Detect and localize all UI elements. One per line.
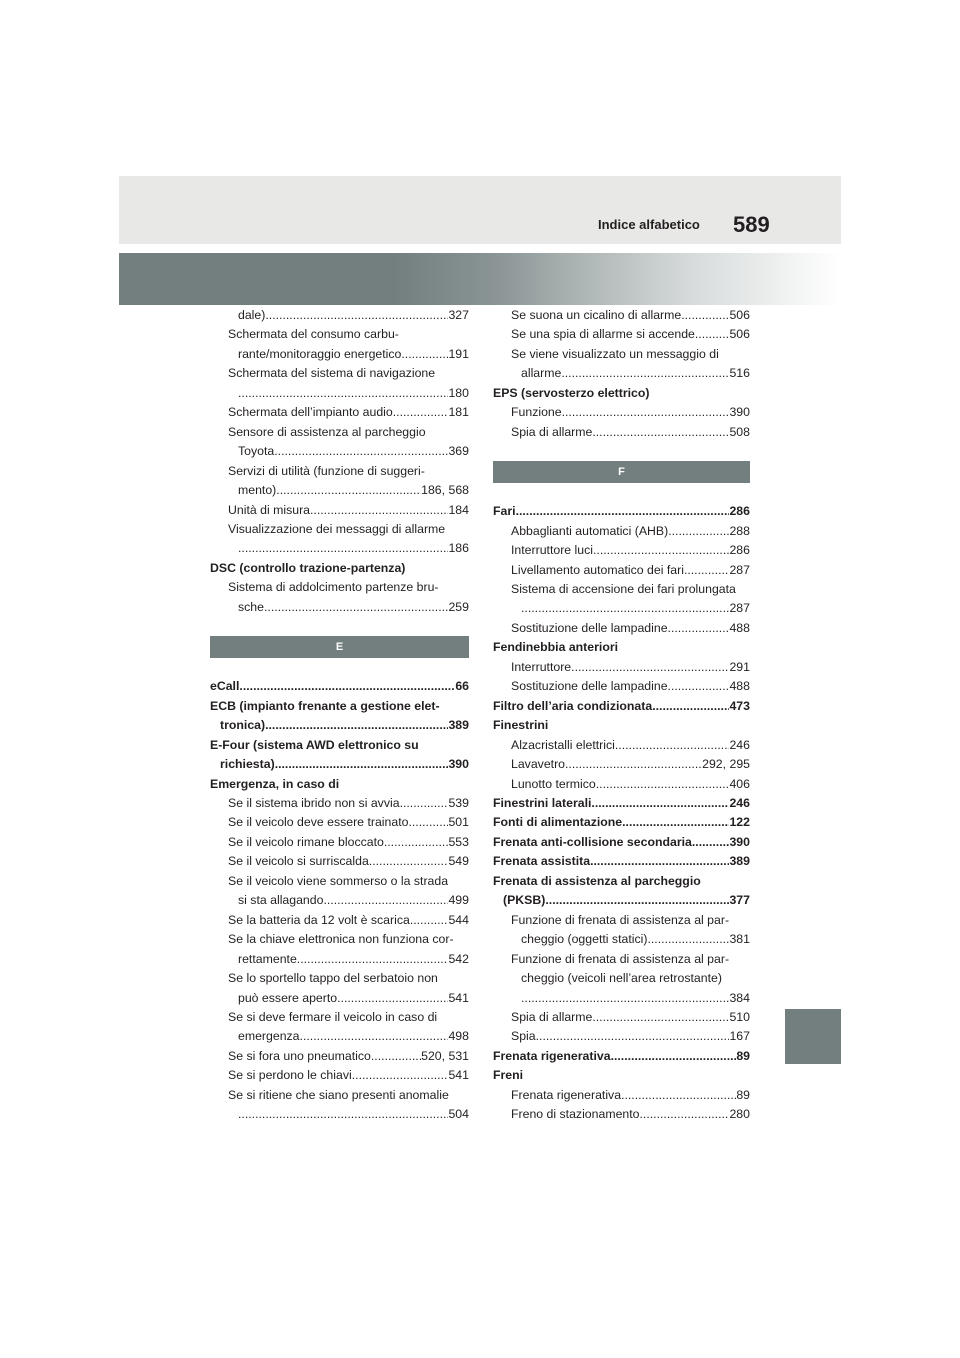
- page-reference: 381: [729, 932, 750, 947]
- entry-text: (PKSB): [503, 893, 546, 908]
- dot-leader: [521, 599, 729, 618]
- index-entry: [493, 794, 750, 813]
- index-entry-line: Sistema di addolcimento partenze bru-: [228, 580, 439, 595]
- index-column-left: [210, 306, 469, 1125]
- dot-leader: [681, 306, 729, 325]
- dot-leader: [596, 775, 730, 794]
- page-reference: 516: [729, 366, 750, 381]
- section-header-f: F: [493, 461, 750, 483]
- dot-leader: [640, 1105, 730, 1124]
- entry-text: Lunotto termico: [511, 776, 596, 791]
- entry-text: Sostituzione delle lampadine: [511, 620, 668, 635]
- entry-text: Se si perdono le chiavi: [228, 1068, 352, 1083]
- index-entry: [493, 325, 750, 344]
- entry-text: eCall: [210, 679, 240, 694]
- index-entry: [493, 522, 750, 541]
- index-entry: [210, 442, 469, 461]
- entry-text: Finestrini laterali: [493, 795, 592, 810]
- index-entry: [493, 403, 750, 422]
- dot-leader: [393, 403, 449, 422]
- page-header-title: Indice alfabetico: [598, 217, 700, 232]
- dot-leader: [593, 541, 729, 560]
- index-entry-line: Se si deve fermare il veicolo in caso di: [228, 1009, 438, 1024]
- index-entry: [210, 677, 469, 696]
- index-entry-line: Visualizzazione dei messaggi di allarme: [228, 521, 446, 536]
- page-reference: 191: [448, 346, 469, 361]
- index-entry: [210, 813, 469, 832]
- index-entry-line: Se viene visualizzato un messaggio di: [511, 346, 719, 361]
- index-entry: [493, 599, 750, 618]
- index-block: [493, 306, 750, 442]
- section-header-e: E: [210, 636, 469, 658]
- page-reference: 488: [729, 679, 750, 694]
- index-entry: [210, 911, 469, 930]
- entry-text: tronica): [220, 718, 266, 733]
- page-reference: 539: [448, 795, 469, 810]
- dot-leader: [565, 755, 702, 774]
- entry-text: Freno di stazionamento: [511, 1107, 640, 1122]
- index-entry: [210, 403, 469, 422]
- page-reference: 377: [729, 893, 750, 908]
- index-entry: [493, 775, 750, 794]
- dot-leader: [274, 442, 448, 461]
- index-entry: [493, 697, 750, 716]
- dot-leader: [310, 501, 448, 520]
- decorative-band: [119, 253, 841, 305]
- dot-leader: [384, 833, 449, 852]
- dot-leader: [337, 989, 448, 1008]
- page-reference: 246: [729, 737, 750, 752]
- page-reference: 406: [729, 776, 750, 791]
- dot-leader: [401, 345, 448, 364]
- entry-text: Livellamento automatico dei fari: [511, 562, 684, 577]
- index-entry-line: E-Four (sistema AWD elettronico su: [210, 737, 419, 752]
- page-reference: 246: [729, 795, 750, 810]
- entry-text: dale): [238, 308, 266, 322]
- index-entry-line: Se la chiave elettronica non funziona cor-: [228, 932, 454, 947]
- index-entry-line: Schermata del sistema di navigazione: [228, 366, 436, 381]
- index-entry: [210, 384, 469, 403]
- dot-leader: [371, 1047, 421, 1066]
- entry-text: rante/monitoraggio energetico: [238, 346, 402, 361]
- dot-leader: [536, 1027, 730, 1046]
- page-reference: 89: [736, 1048, 750, 1063]
- index-entry: [493, 619, 750, 638]
- page-reference: 180: [448, 385, 469, 400]
- dot-leader: [545, 891, 729, 910]
- page-reference: 288: [729, 523, 750, 538]
- page-reference: 181: [448, 405, 469, 420]
- page-reference: 390: [729, 834, 750, 849]
- dot-leader: [562, 403, 730, 422]
- index-entry: [493, 852, 750, 871]
- entry-text: si sta allagando: [238, 893, 324, 908]
- dot-leader: [622, 813, 729, 832]
- entry-text: allarme: [521, 366, 562, 381]
- entry-text: Funzione: [511, 405, 562, 420]
- dot-leader: [410, 911, 449, 930]
- dot-leader: [400, 794, 449, 813]
- index-entry: [210, 833, 469, 852]
- index-entry: [210, 1027, 469, 1046]
- index-entry-line: Sensore di assistenza al parcheggio: [228, 424, 426, 439]
- page-reference: 520, 531: [421, 1048, 469, 1063]
- dot-leader: [621, 1086, 736, 1105]
- page-reference: 287: [729, 601, 750, 616]
- dot-leader: [695, 325, 730, 344]
- dot-leader: [590, 852, 729, 871]
- page-reference: 259: [448, 599, 469, 614]
- index-entry: [210, 716, 469, 735]
- index-entry: [493, 833, 750, 852]
- page-reference: 327: [448, 308, 469, 322]
- dot-leader: [238, 1105, 448, 1124]
- index-entry-line: Funzione di frenata di assistenza al par-: [511, 912, 730, 927]
- page-reference: 292, 295: [702, 757, 750, 772]
- entry-text: Frenata anti-collisione secondaria: [493, 834, 692, 849]
- index-entry: [493, 561, 750, 580]
- entry-text: Frenata rigenerativa: [493, 1048, 611, 1063]
- page-reference: 473: [729, 698, 750, 713]
- dot-leader: [571, 658, 729, 677]
- section-thumb-tab: [785, 1009, 841, 1064]
- page-reference: 369: [448, 444, 469, 459]
- index-entry: [493, 1027, 750, 1046]
- index-entry-line: Se il veicolo viene sommerso o la strada: [228, 873, 449, 888]
- entry-text: può essere aperto: [238, 990, 338, 1005]
- index-entry-line: DSC (controllo trazione-partenza): [210, 560, 406, 575]
- page-reference: 499: [448, 893, 469, 908]
- index-entry: [493, 1008, 750, 1027]
- index-entry: [210, 989, 469, 1008]
- page-reference: 384: [729, 990, 750, 1005]
- index-entry: [493, 541, 750, 560]
- entry-text: Se il sistema ibrido non si avvia: [228, 795, 400, 810]
- index-block: [210, 677, 469, 1124]
- page-reference: 390: [729, 405, 750, 420]
- page-reference: 541: [448, 990, 469, 1005]
- page-reference: 510: [729, 1009, 750, 1024]
- page-reference: 286: [729, 504, 750, 519]
- entry-text: richiesta): [220, 757, 275, 772]
- page-reference: 291: [729, 659, 750, 674]
- index-entry: [210, 598, 469, 617]
- entry-text: Se una spia di allarme si accende: [511, 327, 695, 342]
- dot-leader: [265, 306, 448, 325]
- index-entry: [493, 891, 750, 910]
- entry-text: rettamente: [238, 951, 297, 966]
- dot-leader: [668, 677, 730, 696]
- entry-text: mento): [238, 483, 277, 498]
- index-entry: [210, 755, 469, 774]
- entry-text: Se il veicolo rimane bloccato: [228, 834, 384, 849]
- entry-text: sche: [238, 599, 264, 614]
- index-entry-line: Frenata di assistenza al parcheggio: [493, 873, 701, 888]
- dot-leader: [265, 716, 448, 735]
- index-entry: [210, 950, 469, 969]
- index-entry: [210, 539, 469, 558]
- dot-leader: [276, 481, 421, 500]
- index-entry: [493, 364, 750, 383]
- dot-leader: [297, 950, 449, 969]
- index-entry: [210, 1105, 469, 1124]
- page-reference: 167: [729, 1029, 750, 1044]
- index-entry: [493, 502, 750, 521]
- index-entry: [493, 755, 750, 774]
- index-entry: [493, 1105, 750, 1124]
- index-column-right: [493, 306, 750, 1125]
- index-block: [493, 502, 750, 1125]
- index-entry: [493, 736, 750, 755]
- index-entry-line: cheggio (veicoli nell’area retrostante): [521, 971, 722, 986]
- dot-leader: [238, 539, 448, 558]
- dot-leader: [668, 619, 730, 638]
- page-reference: 286: [729, 543, 750, 558]
- index-entry: [210, 1047, 469, 1066]
- index-entry-line: Finestrini: [493, 718, 549, 733]
- entry-text: Spia di allarme: [511, 1009, 593, 1024]
- dot-leader: [647, 930, 729, 949]
- dot-leader: [692, 833, 730, 852]
- entry-text: Sostituzione delle lampadine: [511, 679, 668, 694]
- dot-leader: [239, 677, 455, 696]
- entry-text: Abbaglianti automatici (AHB): [511, 523, 669, 538]
- index-entry: [493, 930, 750, 949]
- index-entry: [210, 345, 469, 364]
- page-reference: 544: [448, 912, 469, 927]
- dot-leader: [615, 736, 730, 755]
- index-entry: [493, 1086, 750, 1105]
- page-reference: 508: [729, 424, 750, 439]
- dot-leader: [352, 1066, 449, 1085]
- entry-text: cheggio (oggetti statici): [521, 932, 648, 947]
- page-reference: 280: [729, 1107, 750, 1122]
- dot-leader: [369, 852, 449, 871]
- index-entry: [493, 813, 750, 832]
- page-reference: 506: [729, 327, 750, 342]
- entry-text: emergenza: [238, 1029, 300, 1044]
- index-entry: [210, 794, 469, 813]
- page-reference: 390: [448, 757, 469, 772]
- index-entry: [210, 501, 469, 520]
- index-entry-line: Sistema di accensione dei fari prolungata: [511, 581, 736, 596]
- index-entry: [493, 989, 750, 1008]
- index-entry: [493, 1047, 750, 1066]
- index-entry: [493, 306, 750, 325]
- dot-leader: [652, 697, 729, 716]
- page-reference: 389: [729, 854, 750, 869]
- dot-leader: [684, 561, 730, 580]
- page-number: 589: [733, 212, 770, 237]
- page-reference: 389: [448, 718, 469, 733]
- dot-leader: [611, 1047, 737, 1066]
- page-reference: 89: [736, 1087, 750, 1102]
- dot-leader: [592, 423, 729, 442]
- index-entry: [493, 423, 750, 442]
- entry-text: Fari: [493, 504, 516, 519]
- entry-text: Frenata assistita: [493, 854, 591, 869]
- entry-text: Se il veicolo deve essere trainato: [228, 815, 409, 830]
- index-entry: [493, 658, 750, 677]
- dot-leader: [300, 1027, 449, 1046]
- page-reference: 184: [448, 502, 469, 517]
- dot-leader: [591, 794, 729, 813]
- page-reference: 506: [729, 308, 750, 322]
- entry-text: Interruttore luci: [511, 543, 594, 558]
- page-reference: 186, 568: [421, 483, 469, 498]
- index-entry-line: Emergenza, in caso di: [210, 776, 340, 791]
- entry-text: Se il veicolo si surriscalda: [228, 854, 369, 869]
- index-block: [210, 306, 469, 617]
- page-reference: 549: [448, 854, 469, 869]
- index-entry: [210, 852, 469, 871]
- page-reference: 504: [448, 1107, 469, 1122]
- index-entry-line: Freni: [493, 1068, 524, 1083]
- index-entry-line: Se si ritiene che siano presenti anomalie: [228, 1087, 449, 1102]
- dot-leader: [561, 364, 729, 383]
- dot-leader: [516, 502, 730, 521]
- entry-text: Spia di allarme: [511, 424, 593, 439]
- entry-text: Interruttore: [511, 659, 572, 674]
- entry-text: Se si fora uno pneumatico: [228, 1048, 371, 1063]
- page-reference: 542: [448, 951, 469, 966]
- dot-leader: [668, 522, 729, 541]
- entry-text: Toyota: [238, 444, 275, 459]
- index-entry: [210, 1066, 469, 1085]
- page-reference: 186: [448, 541, 469, 556]
- dot-leader: [521, 989, 729, 1008]
- index-entry-line: Servizi di utilità (funzione di suggeri-: [228, 463, 425, 478]
- dot-leader: [238, 384, 448, 403]
- index-entry: [210, 891, 469, 910]
- dot-leader: [275, 755, 449, 774]
- page-reference: 488: [729, 620, 750, 635]
- entry-text: Unità di misura: [228, 502, 311, 517]
- entry-text: Se la batteria da 12 volt è scarica: [228, 912, 410, 927]
- index-entry: [493, 677, 750, 696]
- entry-text: Schermata dell’impianto audio: [228, 405, 393, 420]
- index-entry-line: EPS (servosterzo elettrico): [493, 385, 650, 400]
- index-entry-line: Fendinebbia anteriori: [493, 640, 619, 655]
- index-entry: [210, 306, 469, 325]
- page-reference: 498: [448, 1029, 469, 1044]
- entry-text: Lavavetro: [511, 757, 566, 772]
- page-reference: 501: [448, 815, 469, 830]
- page-reference: 122: [729, 815, 750, 830]
- entry-text: Fonti di alimentazione: [493, 815, 623, 830]
- entry-text: Filtro dell’aria condizionata: [493, 698, 653, 713]
- dot-leader: [592, 1008, 729, 1027]
- page-reference: 287: [729, 562, 750, 577]
- page-reference: 541: [448, 1068, 469, 1083]
- index-entry-line: ECB (impianto frenante a gestione elet-: [210, 698, 440, 713]
- index-entry-line: Funzione di frenata di assistenza al par-: [511, 951, 730, 966]
- entry-text: Spia: [511, 1029, 536, 1044]
- index-entry-line: Schermata del consumo carbu-: [228, 327, 399, 342]
- entry-text: Alzacristalli elettrici: [511, 737, 615, 752]
- page-reference: 553: [448, 834, 469, 849]
- dot-leader: [323, 891, 448, 910]
- index-entry: [210, 481, 469, 500]
- entry-text: Se suona un cicalino di allarme: [511, 308, 682, 322]
- dot-leader: [264, 598, 448, 617]
- index-entry-line: Se lo sportello tappo del serbatoio non: [228, 971, 438, 986]
- page-reference: 66: [455, 679, 469, 694]
- dot-leader: [408, 813, 448, 832]
- entry-text: Frenata rigenerativa: [511, 1087, 622, 1102]
